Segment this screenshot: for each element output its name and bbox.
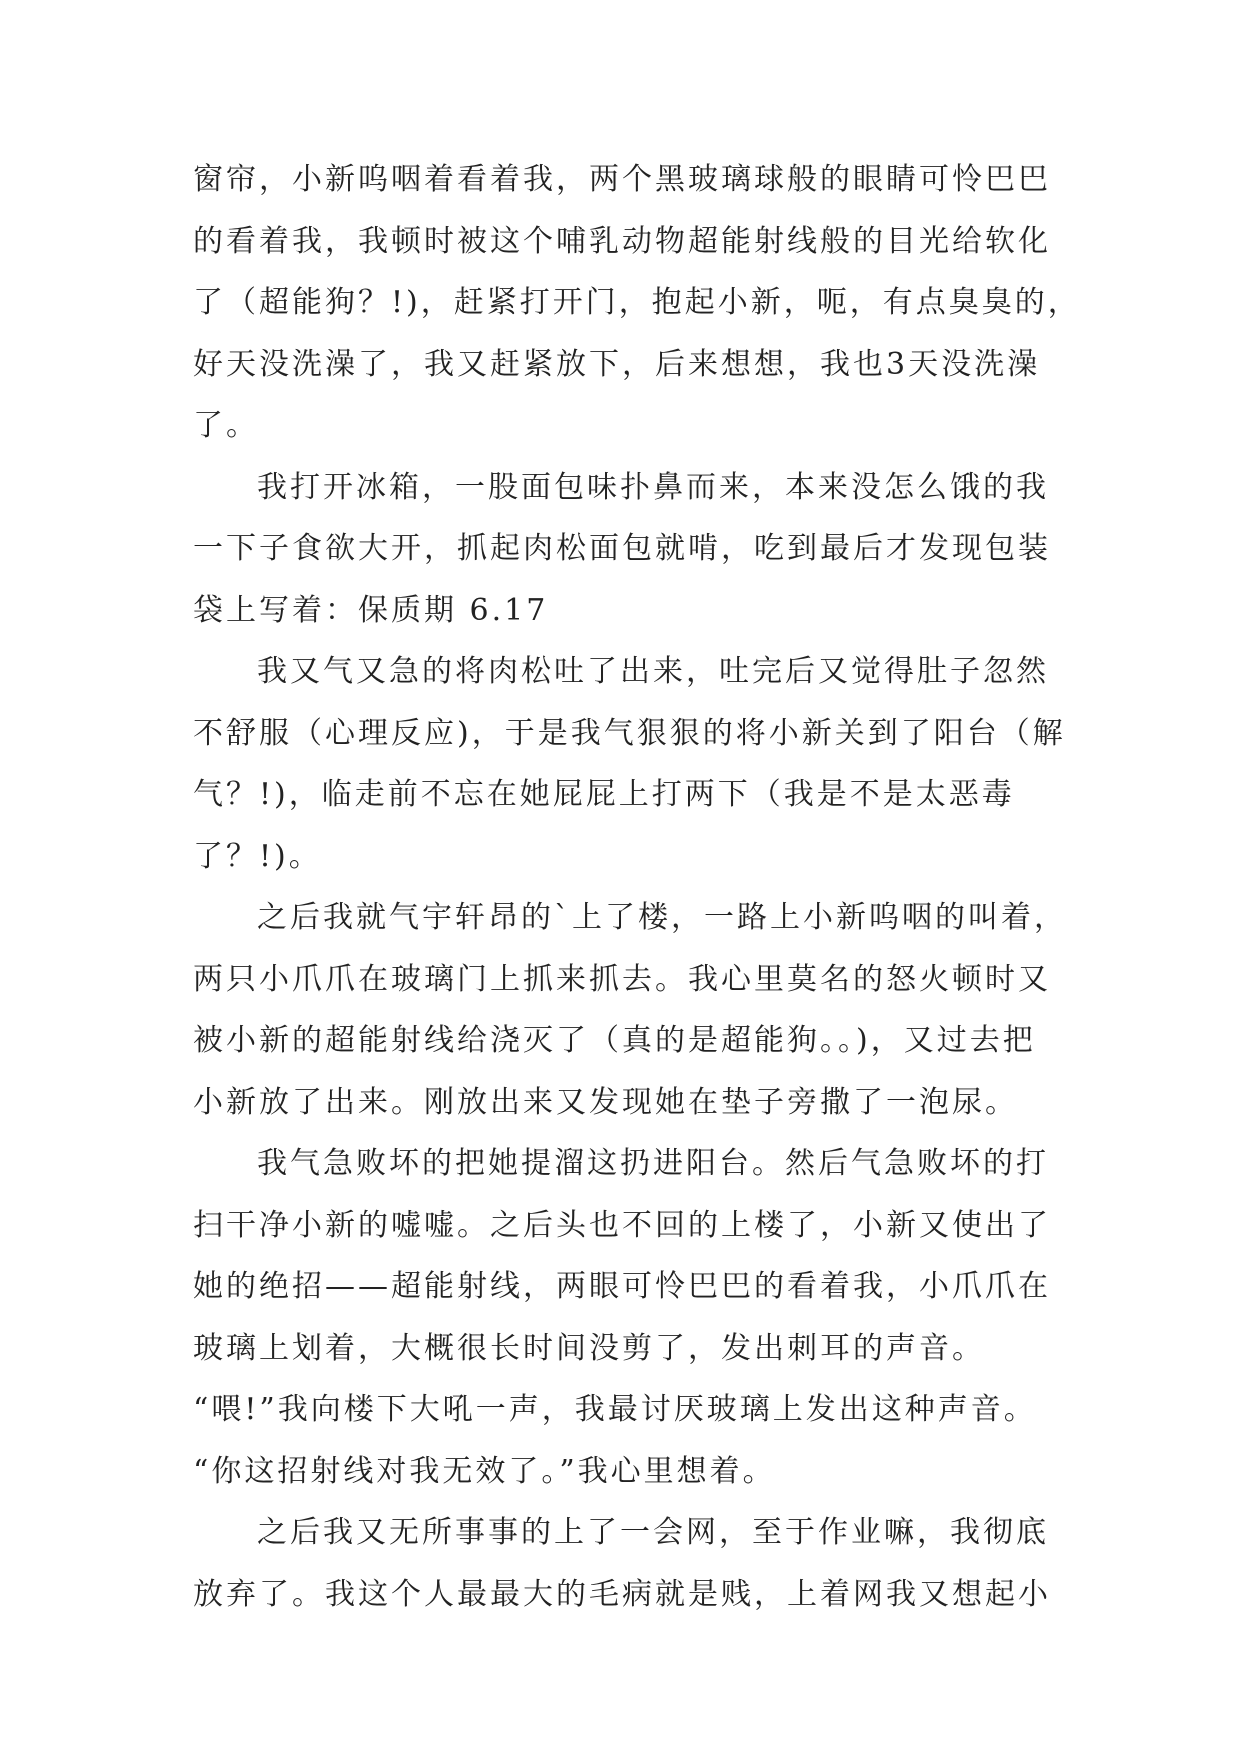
paragraph-first-line: 之后我又无所事事的上了一会网，至于作业嘛，我彻底 [257,1515,1049,1550]
text-line: 一下子食欲大开，抓起肉松面包就啃，吃到最后才发现包装 [193,531,1051,566]
paragraph-first-line: 之后我就气宇轩昂的`上了楼，一路上小新呜咽的叫着， [257,900,1067,935]
paragraph-first-line: 我打开冰箱，一股面包味扑鼻而来，本来没怎么饿的我 [257,469,1049,505]
text-line: 的看着我，我顿时被这个哺乳动物超能射线般的目光给软化 [193,223,1051,259]
paragraph-first-line: 我气急败坏的把她提溜这扔进阳台。然后气急败坏的打 [257,1146,1049,1181]
text-line: “喂!”我向楼下大吼一声，我最讨厌玻璃上发出这种声音。 [193,1392,1037,1427]
text-line: 了。 [193,408,259,443]
text-line: 不舒服（心理反应)，于是我气狠狠的将小新关到了阳台（解 [193,715,1066,751]
paragraph-first-line: 我又气又急的将肉松吐了出来，吐完后又觉得肚子忽然 [257,654,1049,689]
body-text [193,158,1093,1634]
text-line: 气？!)，临走前不忘在她屁屁上打两下（我是不是太恶毒 [193,777,1015,812]
text-line: 玻璃上划着，大概很长时间没剪了，发出刺耳的声音。 [193,1330,985,1366]
text-line: 两只小爪爪在玻璃门上抓来抓去。我心里莫名的怒火顿时又 [193,961,1051,997]
text-line: 窗帘，小新呜咽着看着我，两个黑玻璃球般的眼睛可怜巴巴 [193,162,1051,197]
text-line: 扫干净小新的嘘嘘。之后头也不回的上楼了，小新又使出了 [193,1207,1051,1243]
text-line: 被小新的超能射线给浇灭了（真的是超能狗。。)，又过去把 [193,1023,1036,1058]
text-line: 好天没洗澡了，我又赶紧放下，后来想想，我也3天没洗澡 [193,346,1041,382]
text-line: 了？!)。 [193,838,322,874]
text-line: “你这招射线对我无效了。”我心里想着。 [193,1453,776,1489]
text-line: 袋上写着：保质期 6.17 [193,592,549,628]
text-line: 放弃了。我这个人最最大的毛病就是贱，上着网我又想起小 [193,1576,1051,1612]
text-line: 了（超能狗？!)，赶紧打开门，抱起小新，呃，有点臭臭的， [193,285,1081,320]
text-line: 她的绝招——超能射线，两眼可怜巴巴的看着我，小爪爪在 [193,1269,1051,1304]
text-line: 小新放了出来。刚放出来又发现她在垫子旁撒了一泡尿。 [193,1084,1018,1120]
